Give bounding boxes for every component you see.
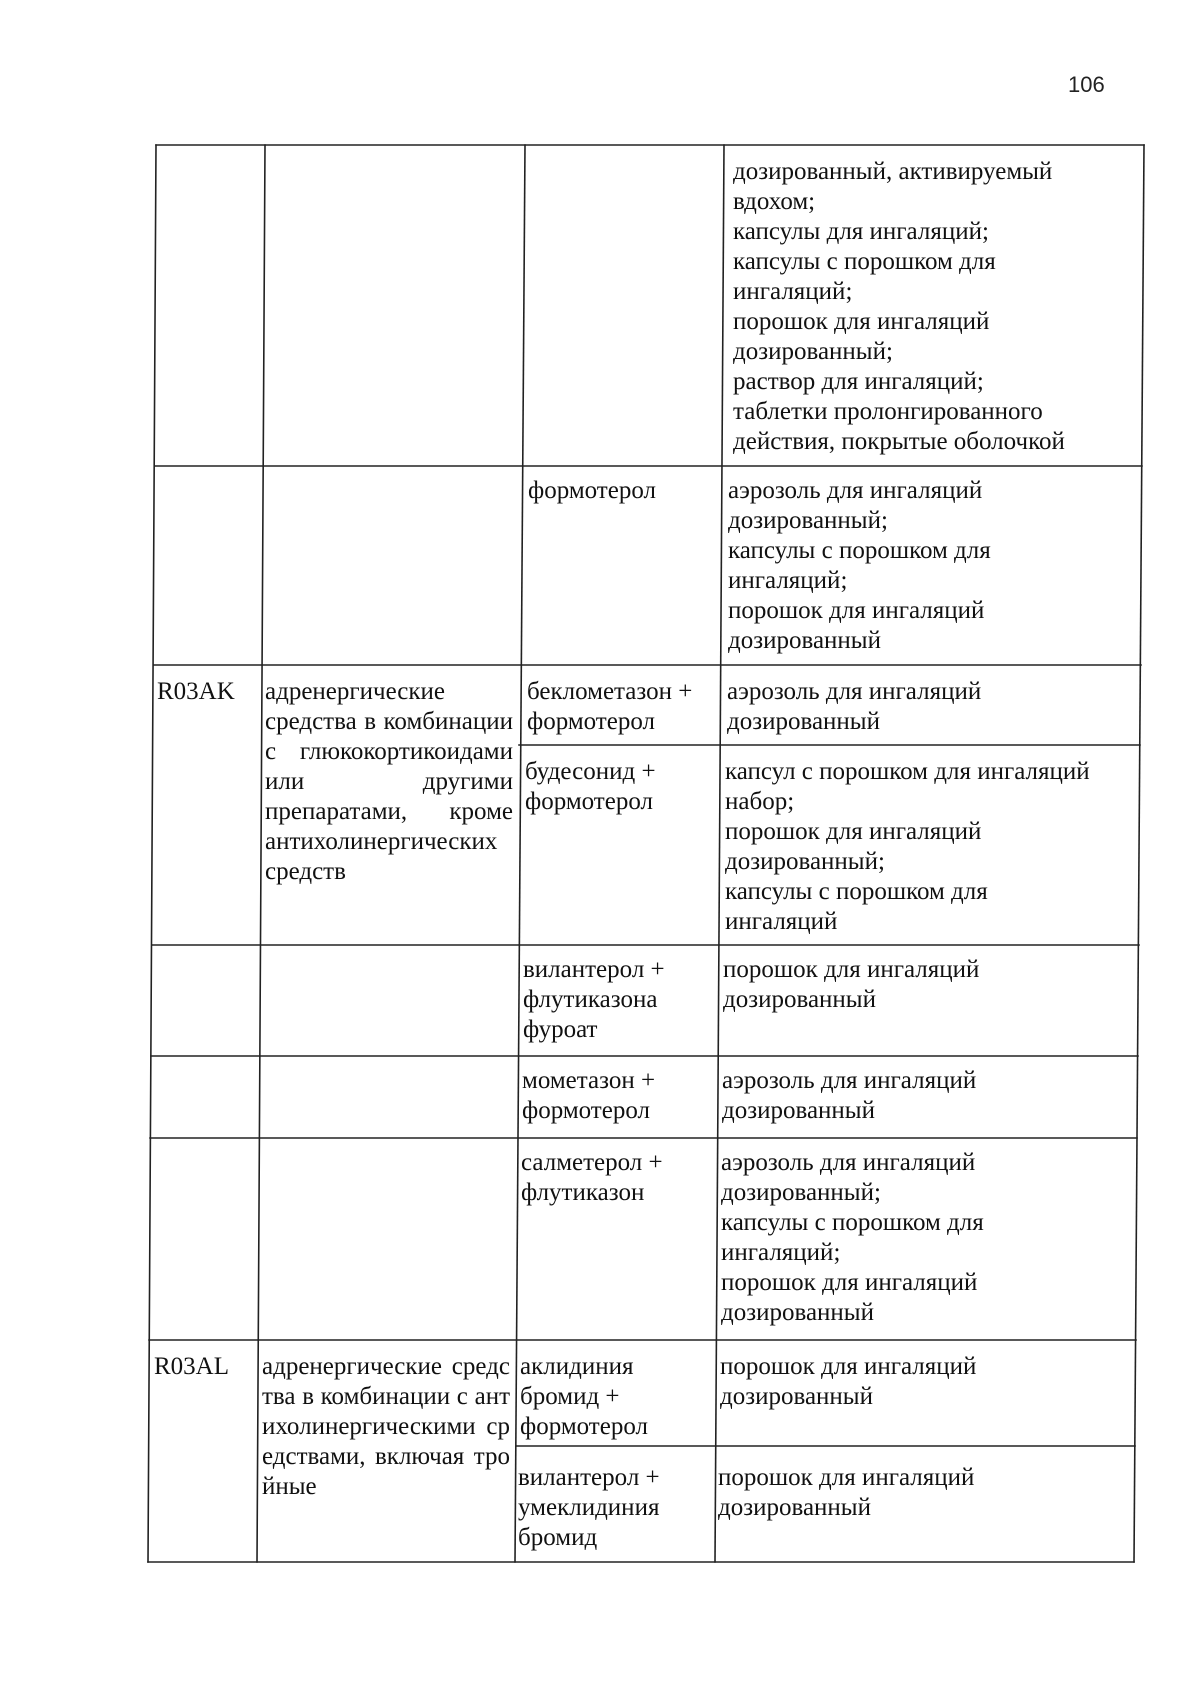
table-row-7-group: адренергические средства в комбинации с антихолинергическими средствами, включая тройные [262, 1353, 510, 1500]
table-row-5-forms: аэрозоль для ингаляций дозированный [722, 1067, 977, 1124]
table-row-3-forms-1: аэрозоль для ингаляций дозированный [727, 678, 982, 735]
table-row-3-forms-2: капсул с порошком для ингаляций набор; порошок для ингаляций дозированный; капсулы с порошком для ингаляций [725, 758, 1090, 935]
table-row-7-forms-2: порошок для ингаляций дозированный [718, 1464, 975, 1521]
table-row-2-forms: аэрозоль для ингаляций дозированный; капсулы с порошком для ингаляций; порошок для ингаляций дозированный [728, 477, 991, 654]
table-row-3-drug-1: беклометазон + формотерол [527, 678, 693, 735]
table-row-5-drug: мометазон + формотерол [522, 1067, 656, 1124]
table-row-4-forms: порошок для ингаляций дозированный [723, 956, 980, 1013]
table-row-3-group: адренергические средства в комбинации с глюкокортикоидами или другими препаратами, кроме антихолинергических средств [265, 678, 513, 885]
table-row-4-drug: вилантерол + флутиказона фуроат [523, 956, 665, 1043]
table-row-6-drug: салметерол + флутиказон [521, 1149, 663, 1206]
table-row-7-forms-1: порошок для ингаляций дозированный [720, 1353, 977, 1410]
table-row-3-code: R03AK [157, 678, 235, 705]
table-row-7-drug-2: вилантерол + умеклидиния бромид [518, 1464, 660, 1551]
page-number: 106 [1068, 72, 1105, 97]
table-row-7-code: R03AL [154, 1353, 229, 1380]
table-row-6-forms: аэрозоль для ингаляций дозированный; капсулы с порошком для ингаляций; порошок для ингаляций дозированный [721, 1149, 984, 1326]
table-row-2-drug: формотерол [528, 477, 656, 504]
table-row-7-drug-1: аклидиния бромид + формотерол [520, 1353, 648, 1440]
table-row-1-forms: дозированный, активируемый вдохом; капсулы для ингаляций; капсулы с порошком для ингаляций; порошок для ингаляций дозированный; раствор для ингаляций; таблетки пролонгированного действия, покрытые оболочкой [733, 158, 1065, 455]
table-row-3-drug-2: будесонид + формотерол [525, 758, 656, 815]
